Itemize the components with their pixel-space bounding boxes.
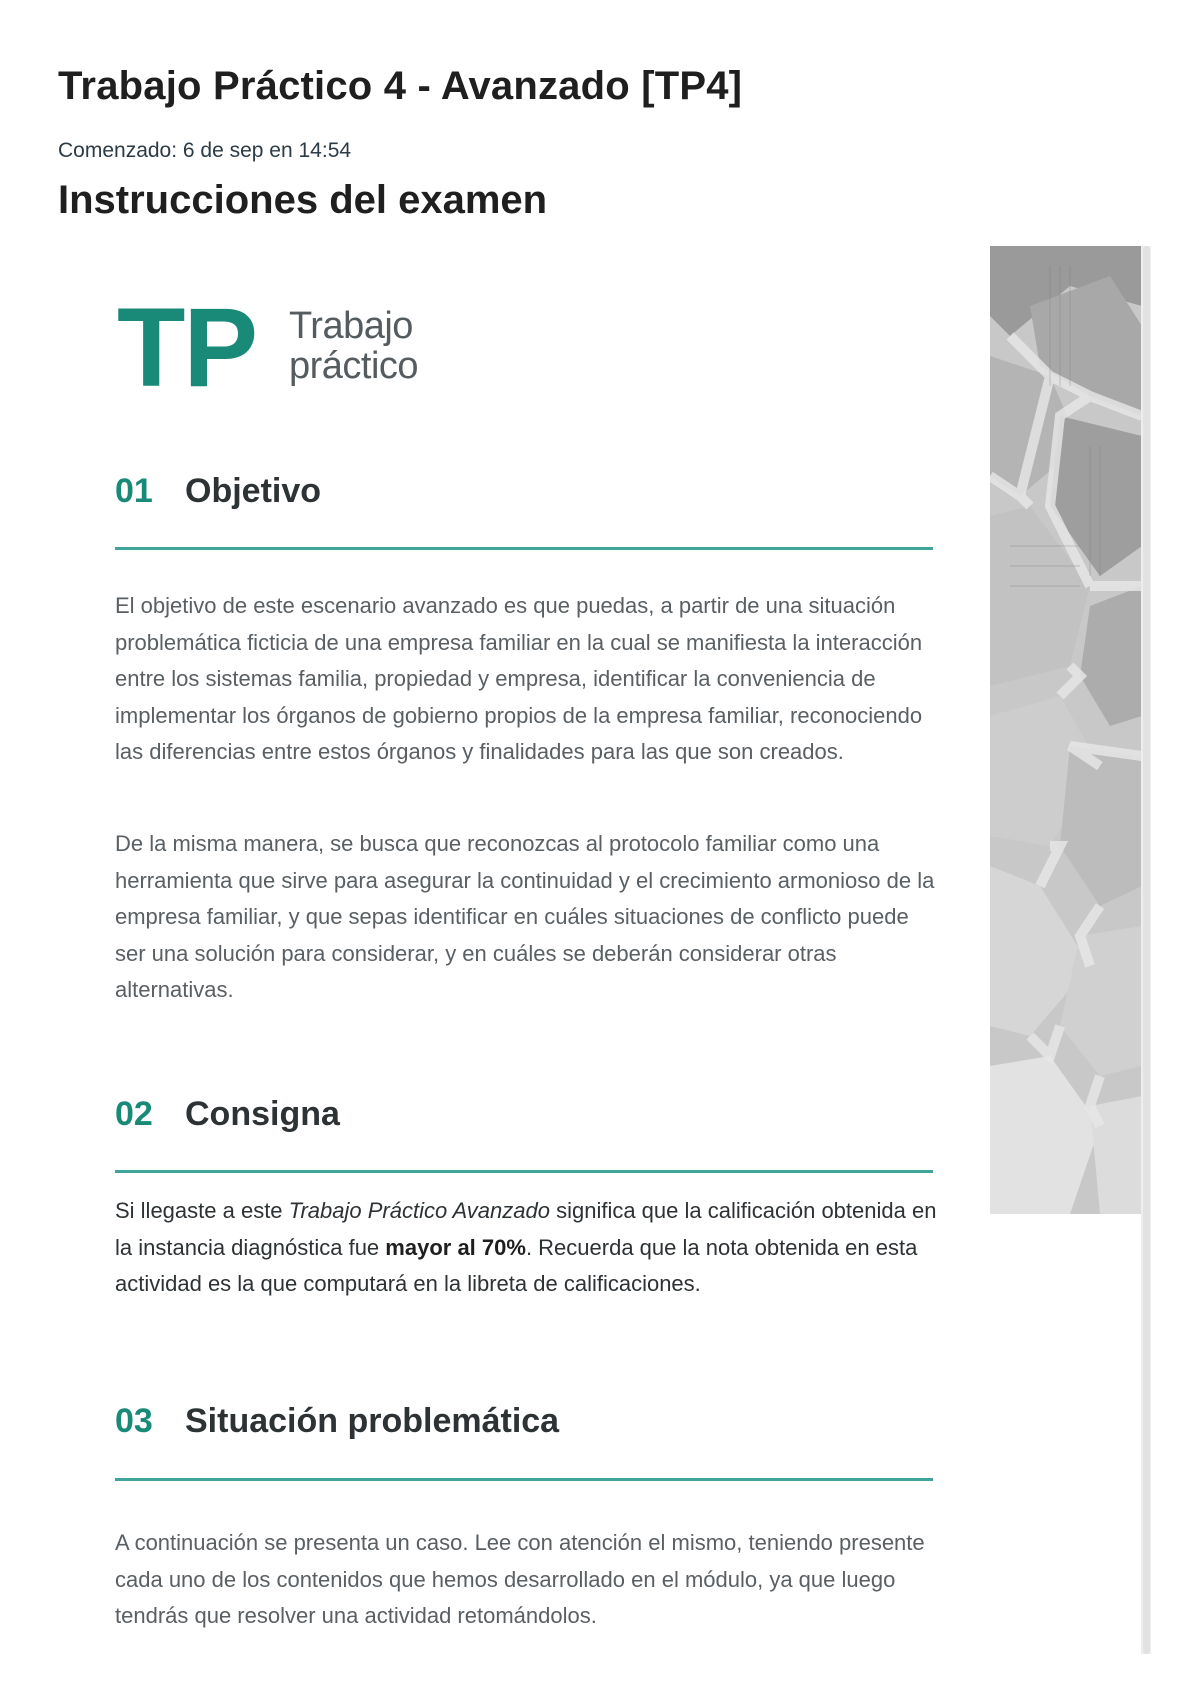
consigna-text-mid: significa que la calificación obtenida en la instancia diagnóstica fue bbox=[115, 1198, 937, 1260]
tp-logo bbox=[117, 285, 477, 410]
logo-mark: TP bbox=[117, 285, 257, 410]
logo-text bbox=[289, 306, 418, 386]
section-heading-situacion bbox=[115, 1402, 935, 1441]
section-title: Objetivo bbox=[185, 472, 322, 510]
section-number: 02 bbox=[115, 1095, 153, 1133]
consigna-paragraph bbox=[115, 1193, 945, 1303]
objetivo-paragraph-1: El objetivo de este escenario avanzado es que puedas, a partir de una situación problemática ficticia de una empresa familiar en la cual se manifiesta la interacción entre los sistemas familia, propiedad y empresa, identificar la conveniencia de implementar los órganos de gobierno propios de la empresa familiar, reconociendo las diferencias entre estos órganos y finalidades para las que son creados. bbox=[115, 593, 923, 764]
instructions-heading: Instrucciones del examen bbox=[58, 178, 548, 222]
section-divider bbox=[115, 547, 933, 550]
situacion-paragraph: A continuación se presenta un caso. Lee con atención el mismo, teniendo presente cada uno de los contenidos que hemos desarrollado en el módulo, ya que luego tendrás que resolver una actividad retomándolos. bbox=[115, 1530, 925, 1628]
section-divider bbox=[115, 1478, 933, 1481]
section-number: 01 bbox=[115, 472, 153, 510]
section-number: 03 bbox=[115, 1402, 153, 1440]
page-title: Trabajo Práctico 4 - Avanzado [TP4] bbox=[58, 64, 743, 108]
consigna-text-bold: mayor al 70% bbox=[385, 1234, 526, 1260]
logo-text-line1: Trabajo bbox=[289, 305, 413, 347]
consigna-text-end: . Recuerda que la nota obtenida en esta actividad es la que computará en la libreta de calificaciones. bbox=[115, 1234, 918, 1296]
consigna-text-italic: Trabajo Práctico Avanzado bbox=[288, 1198, 550, 1223]
section-title: Consigna bbox=[185, 1095, 340, 1133]
objetivo-paragraph-2: De la misma manera, se busca que reconozcas al protocolo familiar como una herramienta que sirve para asegurar la continuidad y el crecimiento armonioso de la empresa familiar, y que sepas identificar en cuáles situaciones de conflicto puede ser una solución para considerar, y en cuáles se deberán considerar otras alternativas. bbox=[115, 831, 935, 1002]
section-heading-objetivo bbox=[115, 472, 935, 511]
section-divider bbox=[115, 1170, 933, 1173]
section-heading-consigna bbox=[115, 1095, 935, 1134]
consigna-text-start: Si llegaste a este bbox=[115, 1198, 289, 1223]
decorative-architecture-image bbox=[990, 246, 1142, 1214]
logo-text-line2: práctico bbox=[289, 345, 419, 387]
started-timestamp: Comenzado: 6 de sep en 14:54 bbox=[58, 139, 352, 162]
scrollbar-thumb[interactable] bbox=[1143, 246, 1150, 1654]
section-title: Situación problemática bbox=[185, 1402, 560, 1440]
